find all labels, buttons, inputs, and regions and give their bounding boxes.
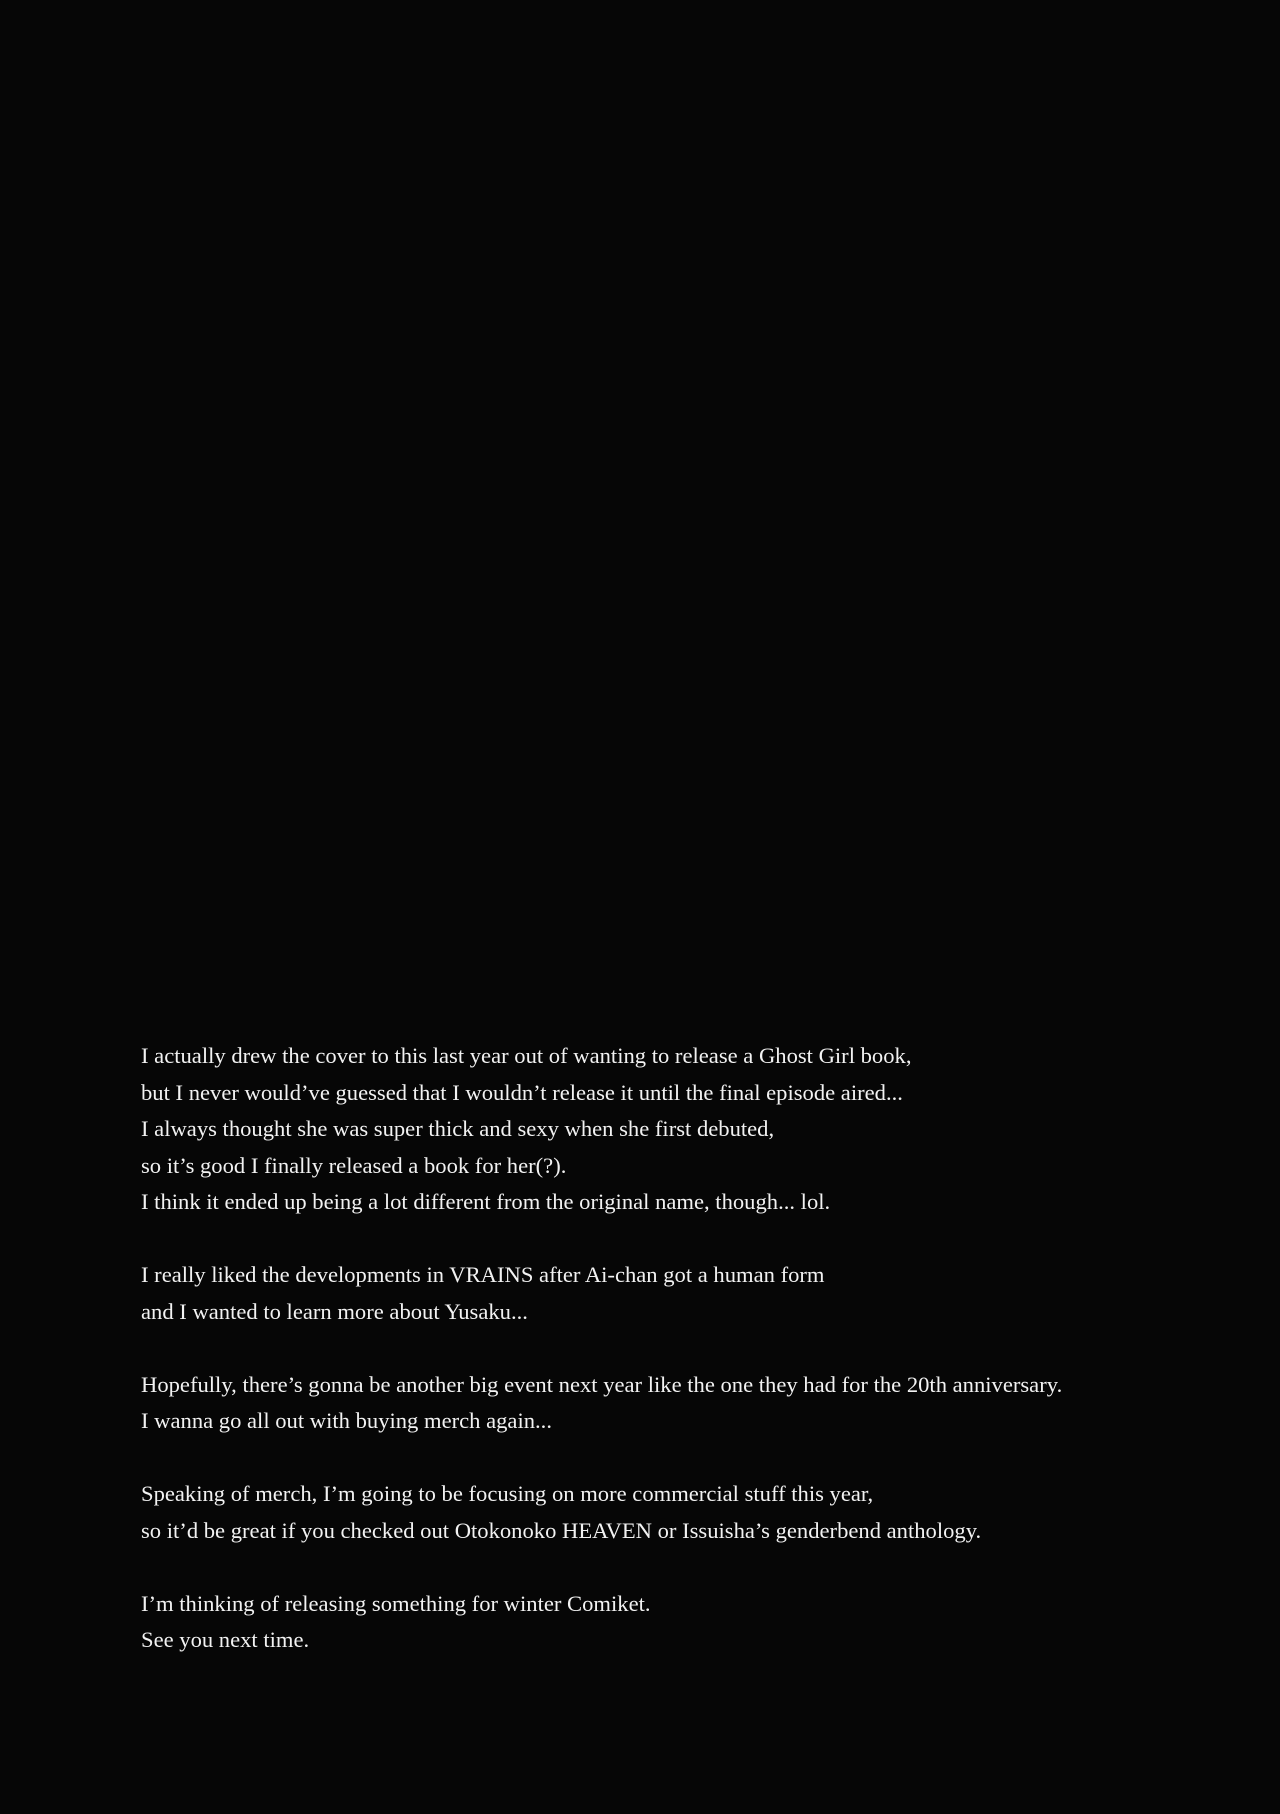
text-line: I wanna go all out with buying merch again...: [141, 1408, 552, 1433]
text-line: I always thought she was super thick and sexy when she first debuted,: [141, 1116, 775, 1141]
text-line: Speaking of merch, I’m going to be focusing on more commercial stuff this year,: [141, 1481, 874, 1506]
text-line: I’m thinking of releasing something for winter Comiket.: [141, 1590, 651, 1616]
afterword-text: [141, 1038, 1241, 1695]
text-line: See you next time.: [141, 1627, 310, 1652]
paragraph-vrains: [141, 1257, 1241, 1330]
text-line: Hopefully, there’s gonna be another big event next year like the one they had for the 20th anniversary.: [141, 1371, 1063, 1397]
paragraph-merch: [141, 1476, 1241, 1549]
paragraph-closing: [141, 1586, 1241, 1659]
paragraph-cover: [141, 1038, 1241, 1221]
text-line: but I never would’ve guessed that I wouldn’t release it until the final episode aired...: [141, 1079, 903, 1105]
text-line: so it’s good I finally released a book for her(?).: [141, 1152, 567, 1178]
text-line: and I wanted to learn more about Yusaku...: [141, 1298, 528, 1324]
text-line: I actually drew the cover to this last year out of wanting to release a Ghost Girl book,: [141, 1043, 912, 1068]
paragraph-event: [141, 1367, 1241, 1440]
text-line: so it’d be great if you checked out Otokonoko HEAVEN or Issuisha’s genderbend anthology.: [141, 1517, 982, 1543]
text-line: I really liked the developments in VRAINS after Ai-chan got a human form: [141, 1262, 825, 1287]
text-line: I think it ended up being a lot different from the original name, though... lol.: [141, 1189, 831, 1214]
